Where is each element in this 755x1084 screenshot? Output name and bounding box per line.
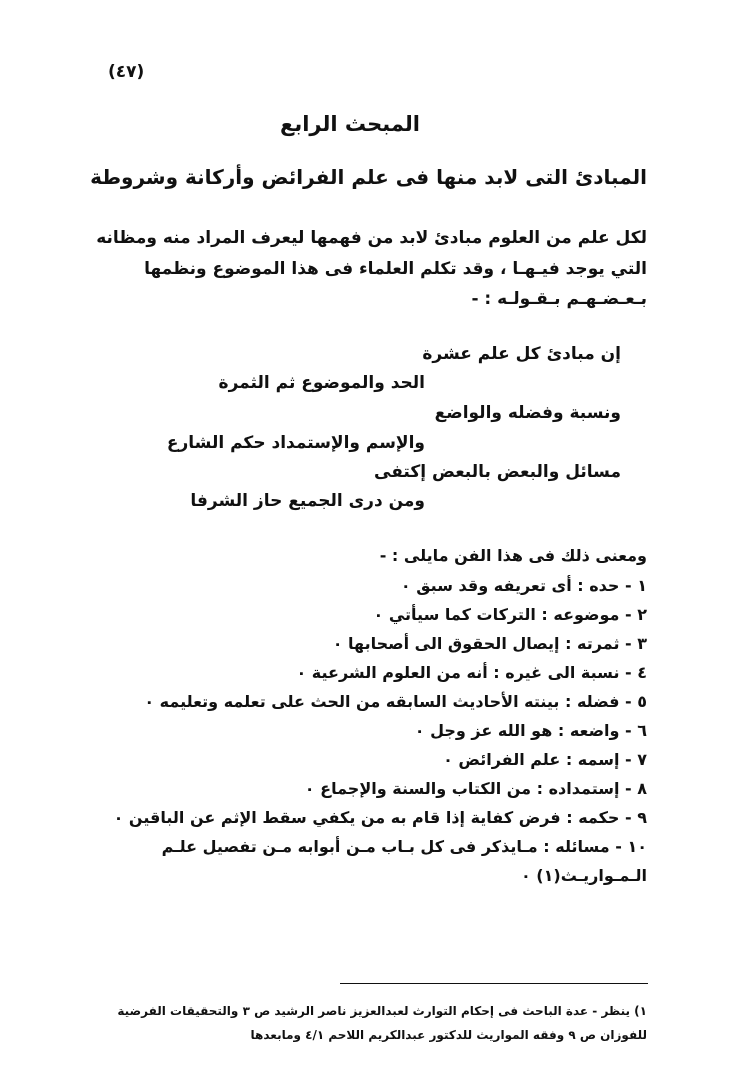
intro-line: بـعـضـهـم بـقـولـه : -	[471, 289, 647, 309]
section-title: المبحث الرابع	[280, 112, 420, 136]
footnote-divider	[340, 983, 648, 984]
section-subtitle: المبادئ التى لابد منها فى علم الفرائض وأركانة وشروطة	[90, 165, 647, 189]
poem-line: ومن درى الجميع حاز الشرفا	[190, 491, 425, 511]
list-item: ٥ - فضله : بينته الأحاديث السابقه من الحث على تعلمه وتعليمه ٠	[144, 692, 647, 711]
list-item: ٩ - حكمه : فرض كفاية إذا قام به من يكفي سقط الإثم عن الباقين ٠	[113, 808, 647, 827]
list-intro: ومعنى ذلك فى هذا الفن مايلى : -	[379, 546, 647, 565]
poem-line: إن مبادئ كل علم عشرة	[422, 344, 621, 364]
poem-line: والإسم والإستمداد حكم الشارع	[166, 433, 425, 453]
intro-line: لكل علم من العلوم مبادئ لابد من فهمها ليعرف المراد منه ومظانه	[96, 228, 647, 248]
page-number: (٤٧)	[108, 62, 145, 82]
list-item: ١٠ - مسائله : مـايذكر فى كل بـاب مـن أبوابه مـن تفصيل علـم	[161, 837, 647, 856]
list-item: ٧ - إسمه : علم الفرائض ٠	[443, 750, 647, 769]
list-item: الـمـواريـث(١) ٠	[520, 866, 647, 885]
list-item: ٨ - إستمداده : من الكتاب والسنة والإجماع ٠	[304, 779, 647, 798]
poem-line: الحد والموضوع ثم الثمرة	[218, 373, 425, 393]
footnote-line: للفوزان ص ٩ وفقه المواريث للدكتور عبدالكريم اللاحم ٤/١ ومابعدها	[250, 1028, 647, 1042]
list-item: ١ - حده : أى تعريفه وقد سبق ٠	[400, 576, 647, 595]
poem-line: مسائل والبعض بالبعض إكتفى	[374, 462, 621, 482]
list-item: ٣ - ثمرته : إيصال الحقوق الى أصحابها ٠	[332, 634, 647, 653]
footnote-line: ١) ينظر - عدة الباحث فى إحكام التوارث لعبدالعزيز ناصر الرشيد ص ٣ والتحقيقات الفرضية	[117, 1004, 647, 1018]
list-item: ٤ - نسبة الى غيره : أنه من العلوم الشرعية ٠	[296, 663, 647, 682]
poem-line: ونسبة وفضله والواضع	[434, 403, 621, 423]
list-item: ٢ - موضوعه : التركات كما سيأتي ٠	[373, 605, 647, 624]
intro-line: التي يوجد فيـهـا ، وقد تكلم العلماء فى هذا الموضوع ونظمها	[144, 259, 647, 279]
list-item: ٦ - واضعه : هو الله عز وجل ٠	[414, 721, 647, 740]
